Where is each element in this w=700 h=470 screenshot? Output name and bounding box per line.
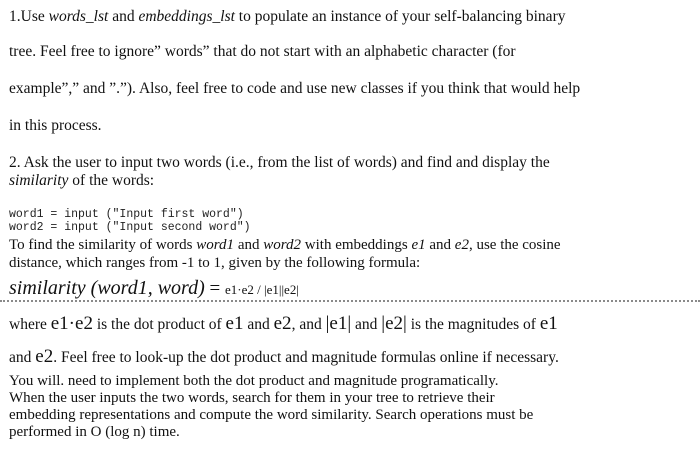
q2-line-1: 2. Ask the user to input two words (i.e., from the list of words) and find and display the	[9, 154, 550, 171]
formula-rhs: e1·e2 / |e1||e2|	[224, 282, 299, 297]
where-line: where e1·e2 is the dot product of e1 and e2, and |e1| and |e2| is the magnitudes of e1	[9, 313, 558, 334]
para-line-2: When the user inputs the two words, search for them in your tree to retrieve their	[9, 390, 495, 406]
embeddings-lst-term: embeddings_lst	[138, 8, 235, 25]
para-line-4: performed in O (log n) time.	[9, 424, 180, 440]
formula-equals: =	[204, 278, 225, 299]
similarity-formula	[9, 277, 299, 301]
q1-line-1: 1.Use words_lst and embeddings_lst to populate an instance of your self-balancing binary	[9, 8, 566, 25]
para-line-3: embedding representations and compute the word similarity. Search operations must be	[9, 407, 534, 423]
words-lst-term: words_lst	[48, 8, 109, 25]
q1-line-3: example”,” and ”.”). Also, feel free to code and use new classes if you think that would help	[9, 80, 581, 97]
dotted-divider	[0, 300, 700, 302]
and-e2-line: and e2. Feel free to look-up the dot product and magnitude formulas online if necessary.	[9, 346, 559, 367]
q1-line-4: in this process.	[9, 117, 102, 134]
code-line-1: word1 = input ("Input first word")	[9, 208, 244, 221]
code-line-2: word2 = input ("Input second word")	[9, 221, 251, 234]
q2-line-2: similarity of the words:	[9, 172, 155, 189]
formula-lhs: similarity (word1, word)	[9, 277, 205, 299]
similarity-intro-1: To find the similarity of words word1 and word2 with embeddings e1 and e2, use the cosine	[9, 237, 561, 253]
similarity-intro-2: distance, which ranges from -1 to 1, given by the following formula:	[9, 255, 421, 271]
q1-line-2: tree. Feel free to ignore” words” that do not start with an alphabetic character (for	[9, 43, 516, 60]
para-line-1: You will. need to implement both the dot product and magnitude programatically.	[9, 373, 499, 389]
